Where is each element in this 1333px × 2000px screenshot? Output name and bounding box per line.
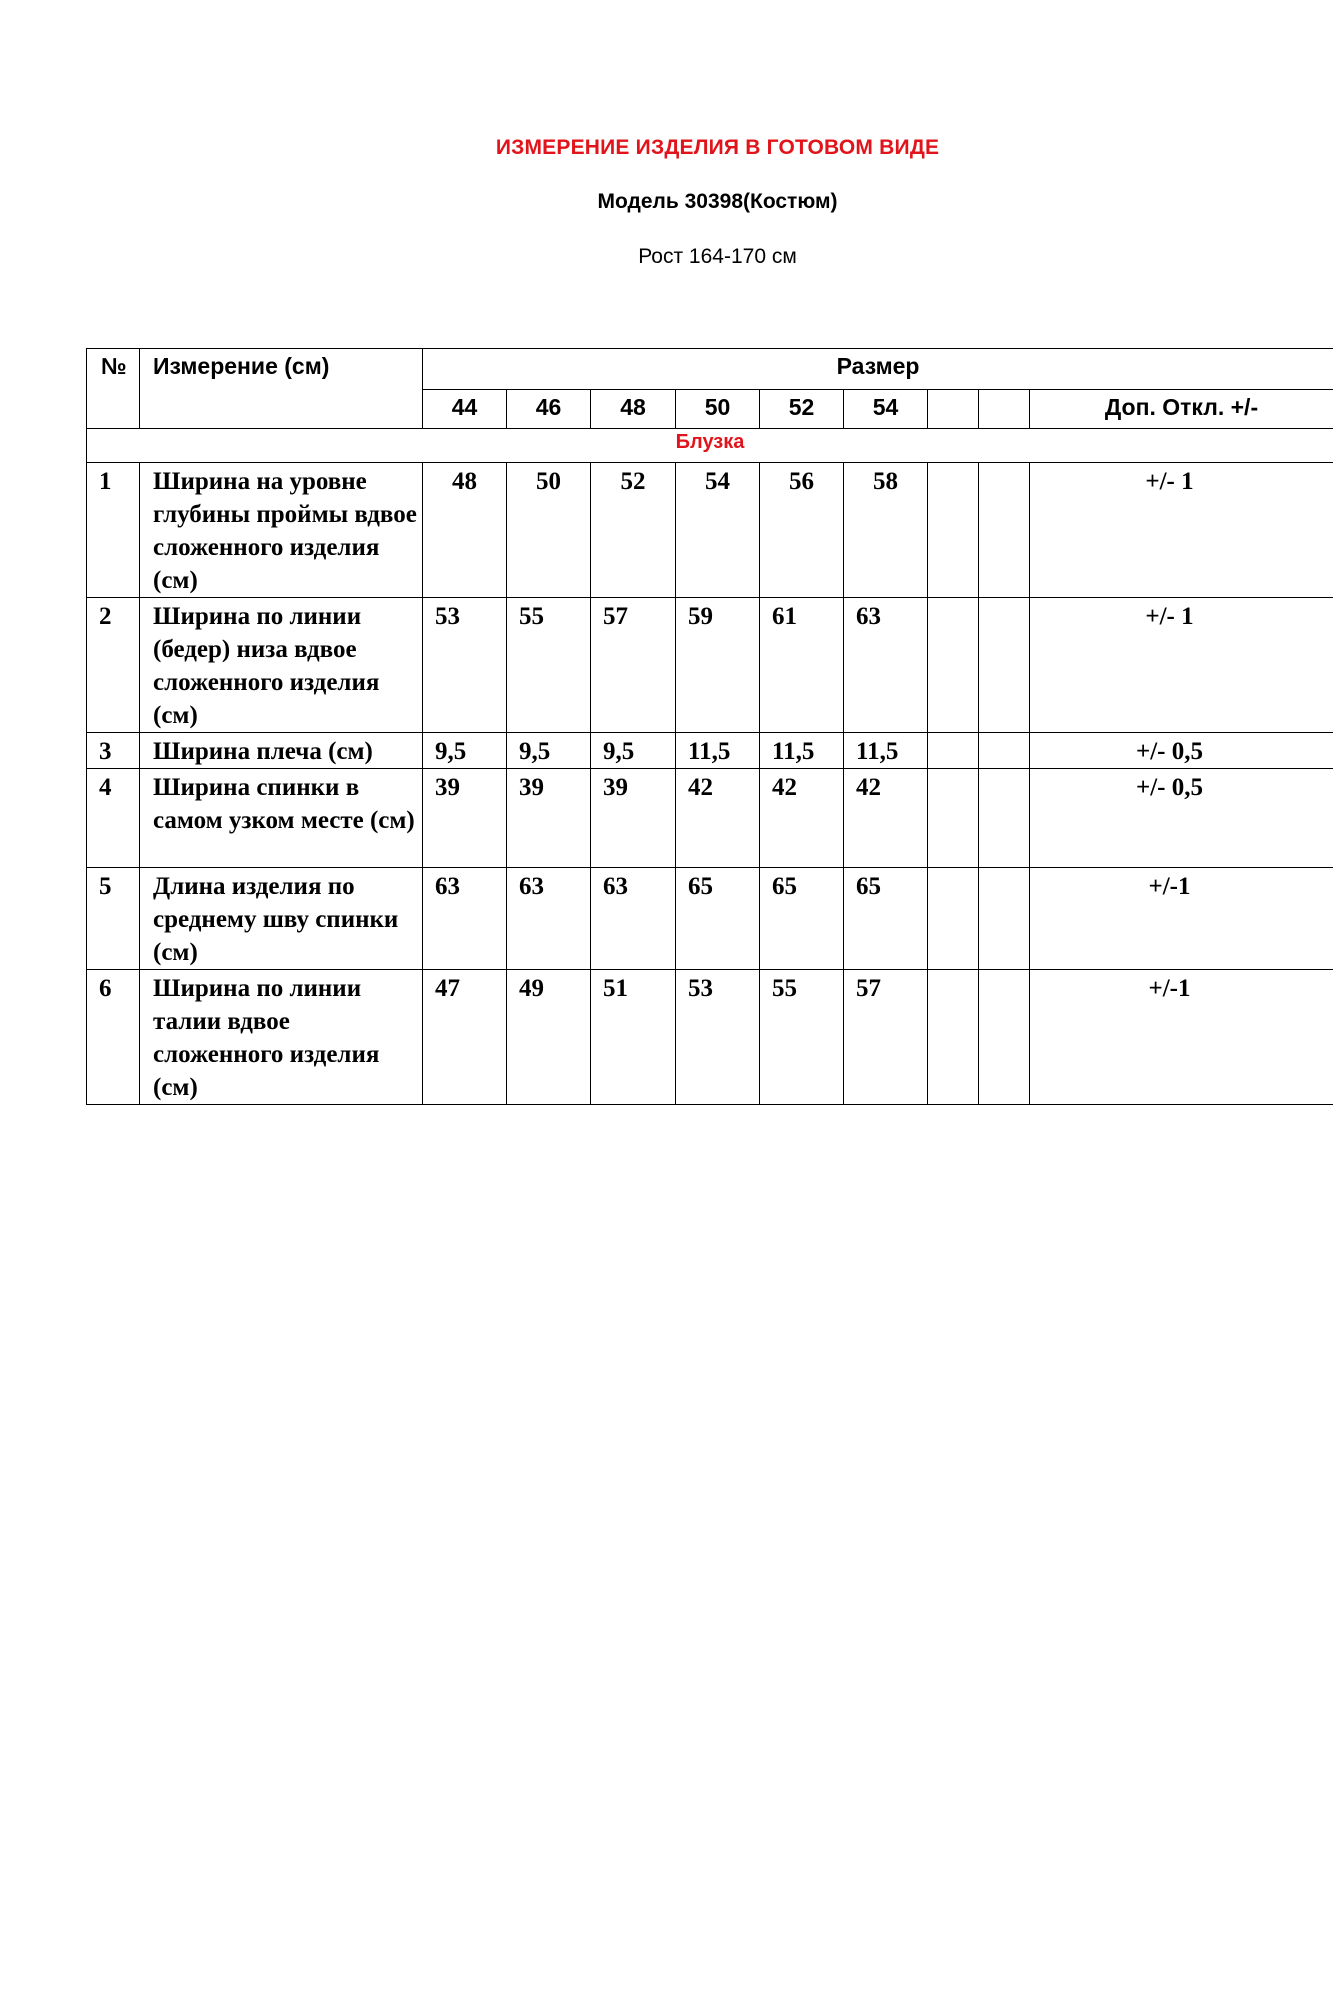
header-number: № [87, 349, 140, 429]
row-tolerance: +/- 0,5 [1030, 769, 1333, 868]
empty-cell [979, 598, 1030, 733]
row-measure: Ширина по линии талии вдвое сложенного изделия (см) [140, 970, 423, 1105]
row-number: 1 [87, 463, 140, 598]
row-value: 48 [423, 463, 507, 598]
row-tolerance: +/-1 [1030, 868, 1333, 970]
row-value: 42 [844, 769, 928, 868]
section-row [87, 429, 1333, 463]
row-value: 11,5 [760, 733, 844, 769]
empty-cell [928, 733, 979, 769]
header-size: Размер [423, 349, 1333, 390]
size-50: 50 [676, 390, 760, 429]
table-row [87, 733, 1333, 769]
row-value: 42 [676, 769, 760, 868]
row-number: 6 [87, 970, 140, 1105]
size-54: 54 [844, 390, 928, 429]
row-value: 63 [423, 868, 507, 970]
table-row [87, 868, 1333, 970]
row-value: 55 [507, 598, 591, 733]
empty-cell [979, 970, 1030, 1105]
empty-cell [928, 769, 979, 868]
row-tolerance: +/- 1 [1030, 463, 1333, 598]
row-tolerance: +/- 1 [1030, 598, 1333, 733]
row-value: 51 [591, 970, 676, 1105]
row-value: 63 [844, 598, 928, 733]
table-row [87, 463, 1333, 598]
header-row [87, 349, 1333, 390]
table-row [87, 598, 1333, 733]
empty-cell [979, 868, 1030, 970]
row-value: 61 [760, 598, 844, 733]
row-value: 63 [507, 868, 591, 970]
row-value: 39 [423, 769, 507, 868]
header-tolerance: Доп. Откл. +/- [1030, 390, 1333, 429]
row-value: 9,5 [423, 733, 507, 769]
row-tolerance: +/-1 [1030, 970, 1333, 1105]
empty-cell [979, 733, 1030, 769]
row-number: 3 [87, 733, 140, 769]
row-value: 65 [844, 868, 928, 970]
row-measure: Длина изделия по среднему шву спинки (см) [140, 868, 423, 970]
row-value: 52 [591, 463, 676, 598]
row-value: 56 [760, 463, 844, 598]
size-44: 44 [423, 390, 507, 429]
row-value: 57 [591, 598, 676, 733]
header-measure: Измерение (см) [140, 349, 423, 429]
row-measure: Ширина плеча (см) [140, 733, 423, 769]
table-row [87, 769, 1333, 868]
row-value: 9,5 [507, 733, 591, 769]
row-value: 54 [676, 463, 760, 598]
row-value: 49 [507, 970, 591, 1105]
row-measure: Ширина на уровне глубины проймы вдвое сложенного изделия (см) [140, 463, 423, 598]
size-46: 46 [507, 390, 591, 429]
page-title: ИЗМЕРЕНИЕ ИЗДЕЛИЯ В ГОТОВОМ ВИДЕ [495, 136, 940, 159]
row-value: 65 [676, 868, 760, 970]
empty-cell [928, 598, 979, 733]
row-number: 4 [87, 769, 140, 868]
empty-size-cell [928, 390, 979, 429]
empty-cell [928, 970, 979, 1105]
size-48: 48 [591, 390, 676, 429]
empty-cell [928, 868, 979, 970]
row-value: 47 [423, 970, 507, 1105]
row-value: 55 [760, 970, 844, 1105]
row-value: 65 [760, 868, 844, 970]
row-value: 63 [591, 868, 676, 970]
row-value: 58 [844, 463, 928, 598]
row-value: 59 [676, 598, 760, 733]
row-value: 57 [844, 970, 928, 1105]
empty-cell [979, 769, 1030, 868]
measurement-table [86, 348, 1333, 1105]
row-value: 50 [507, 463, 591, 598]
row-value: 11,5 [844, 733, 928, 769]
row-measure: Ширина по линии (бедер) низа вдвое сложенного изделия (см) [140, 598, 423, 733]
empty-cell [979, 463, 1030, 598]
row-number: 2 [87, 598, 140, 733]
height-label: Рост 164-170 см [638, 245, 797, 268]
row-measure: Ширина спинки в самом узком месте (см) [140, 769, 423, 868]
row-value: 53 [423, 598, 507, 733]
row-tolerance: +/- 0,5 [1030, 733, 1333, 769]
row-number: 5 [87, 868, 140, 970]
empty-size-cell [979, 390, 1030, 429]
empty-cell [928, 463, 979, 598]
table-row [87, 970, 1333, 1105]
row-value: 39 [591, 769, 676, 868]
model-label: Модель 30398(Костюм) [597, 190, 838, 213]
row-value: 9,5 [591, 733, 676, 769]
size-52: 52 [760, 390, 844, 429]
section-title: Блузка [87, 429, 1333, 463]
row-value: 42 [760, 769, 844, 868]
row-value: 39 [507, 769, 591, 868]
row-value: 53 [676, 970, 760, 1105]
row-value: 11,5 [676, 733, 760, 769]
